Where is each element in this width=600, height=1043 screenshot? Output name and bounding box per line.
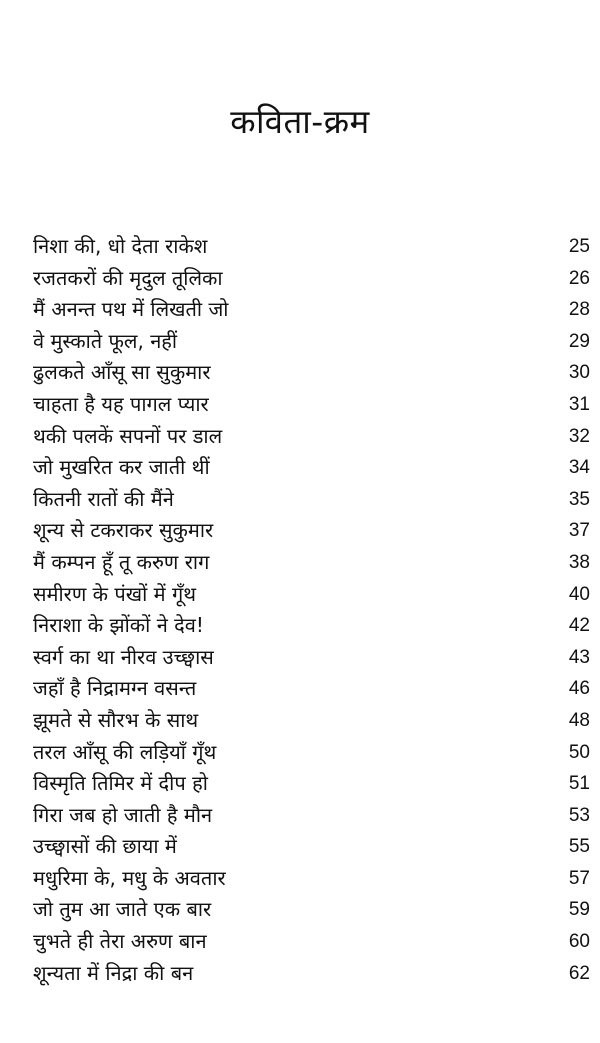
toc-entry [33, 737, 590, 769]
toc-entry-title: निशा की, धो देता राकेश [33, 234, 208, 258]
toc-entry-page-number: 32 [568, 425, 590, 447]
toc-entry [33, 326, 590, 358]
toc-entry-title: वे मुस्काते फूल, नहीं [33, 328, 178, 353]
toc-entry-title: मैं कम्पन हूँ तू करुण राग [33, 549, 210, 574]
toc-entry-title: विस्मृति तिमिर में दीप हो [33, 771, 208, 796]
toc-entry-page-number: 25 [568, 236, 590, 257]
toc-entry-title: ढुलकते आँसू सा सुकुमार [33, 360, 211, 385]
toc-entry [33, 894, 590, 926]
toc-entry-title: शून्यता में निद्रा की बन [33, 960, 194, 985]
toc-entry [33, 294, 590, 326]
toc-entry-title: गिरा जब हो जाती है मौन [33, 802, 213, 827]
toc-entry [33, 484, 590, 516]
toc-entry-page-number: 46 [568, 678, 590, 700]
toc-entry [33, 958, 590, 990]
toc-entry [33, 800, 590, 832]
toc-entry-title: जो मुखरित कर जाती थीं [33, 455, 210, 480]
toc-entry-title: मैं अनन्त पथ में लिखती जो [33, 297, 229, 322]
toc-entry-title: उच्छ्वासों की छाया में [33, 834, 177, 859]
toc-entry-page-number: 59 [568, 899, 590, 921]
toc-entry [33, 926, 590, 958]
toc-entry-title: मधुरिमा के, मधु के अवतार [33, 865, 226, 890]
toc-entry-page-number: 31 [568, 393, 590, 415]
toc-entry-page-number: 29 [568, 330, 590, 352]
toc-entry-page-number: 30 [568, 362, 590, 384]
toc-entry-title: कितनी रातों की मैंने [33, 486, 174, 511]
toc-entry-title: झूमते से सौरभ के साथ [33, 707, 199, 732]
toc-entry-page-number: 60 [568, 931, 590, 953]
toc-entry [33, 768, 590, 800]
toc-entry [33, 579, 590, 611]
toc-entry-page-number: 34 [568, 457, 590, 479]
toc-entry [33, 421, 590, 453]
toc-entry [33, 831, 590, 863]
toc-entry [33, 263, 590, 295]
toc-entry [33, 231, 590, 263]
toc-entry-title: तरल आँसू की लड़ियाँ गूँथ [33, 739, 217, 764]
toc-entry [33, 673, 590, 705]
toc-entry-title: समीरण के पंखों में गूँथ [33, 581, 196, 606]
toc-entry-page-number: 42 [568, 615, 590, 637]
toc-entry [33, 357, 590, 389]
toc-entry-page-number: 37 [568, 520, 590, 542]
toc-entry-title: शून्य से टकराकर सुकुमार [33, 518, 214, 543]
toc-entry-title: चाहता है यह पागल प्यार [33, 391, 209, 416]
table-of-contents [33, 231, 590, 989]
toc-entry-page-number: 35 [568, 488, 590, 510]
toc-entry [33, 547, 590, 579]
toc-entry [33, 705, 590, 737]
toc-entry-title: रजतकरों की मृदुल तूलिका [33, 265, 223, 290]
toc-entry [33, 610, 590, 642]
toc-entry-title: निराशा के झोंकों ने देव! [33, 613, 204, 638]
toc-entry-page-number: 28 [568, 299, 590, 321]
toc-entry-page-number: 26 [568, 267, 590, 289]
toc-entry-page-number: 48 [568, 709, 590, 731]
toc-entry-page-number: 43 [568, 646, 590, 668]
toc-entry [33, 515, 590, 547]
toc-entry-page-number: 50 [568, 741, 590, 763]
toc-entry-page-number: 55 [568, 836, 590, 858]
toc-entry [33, 642, 590, 674]
toc-entry-title: थकी पलकें सपनों पर डाल [33, 423, 223, 448]
toc-entry-page-number: 51 [568, 773, 590, 795]
toc-entry-page-number: 40 [568, 583, 590, 605]
toc-entry-page-number: 62 [568, 962, 590, 984]
toc-entry [33, 863, 590, 895]
toc-entry-page-number: 38 [568, 551, 590, 573]
toc-entry [33, 389, 590, 421]
toc-entry-title: जो तुम आ जाते एक बार [33, 897, 212, 922]
toc-entry-title: स्वर्ग का था नीरव उच्छ्वास [33, 644, 214, 669]
page-title: कविता-क्रम [230, 102, 370, 141]
toc-entry-title: जहाँ है निद्रामग्न वसन्त [33, 676, 197, 701]
toc-entry-page-number: 57 [568, 867, 590, 889]
toc-entry [33, 452, 590, 484]
toc-entry-title: चुभते ही तेरा अरुण बान [33, 929, 207, 954]
toc-entry-page-number: 53 [568, 804, 590, 826]
